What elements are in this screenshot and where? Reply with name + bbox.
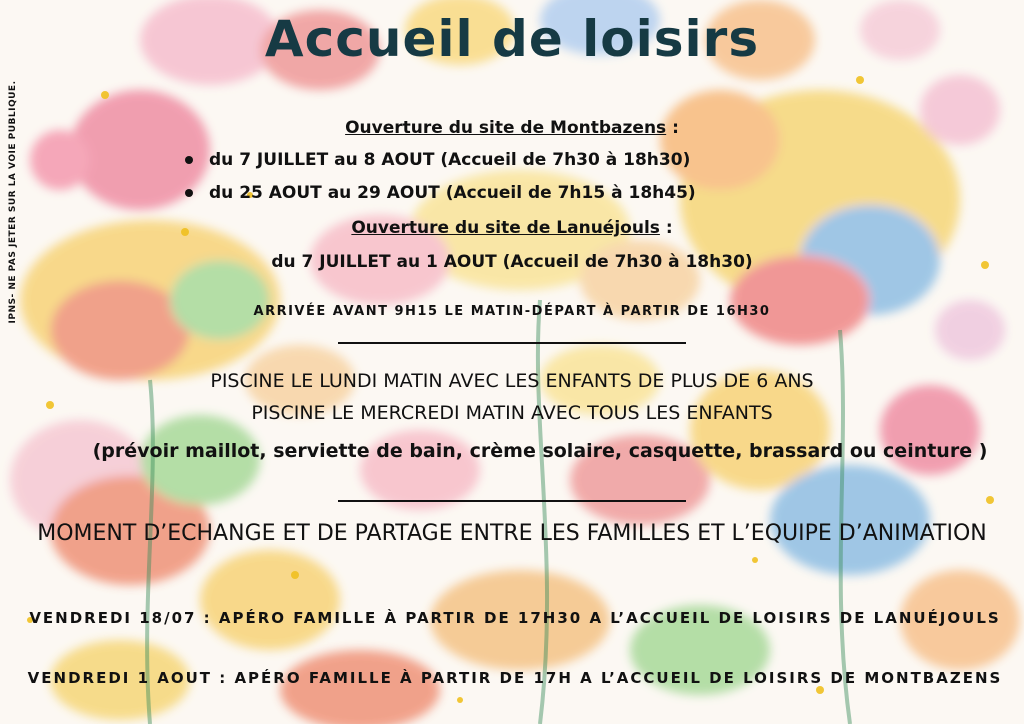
lanuejouls-heading: [0, 218, 1024, 238]
vendredi-1-aout-event: VENDREDI 1 AOUT : APÉRO FAMILLE À PARTIR DE 17H A L’ACCUEIL DE LOISIRS DE MONTBAZENS: [27, 669, 1003, 687]
montbazens-heading-suffix: :: [666, 118, 679, 138]
montbazens-heading: [0, 118, 1024, 138]
side-notice-text: IPNS- NE PAS JETER SUR LA VOIE PUBLIQUE.: [8, 80, 18, 324]
arrival-departure-times: ARRIVÉE AVANT 9H15 LE MATIN-DÉPART À PARTIR DE 16H30: [253, 304, 771, 319]
montbazens-date-2: [185, 183, 696, 203]
piscine-equipment-note: (prévoir maillot, serviette de bain, crème solaire, casquette, brassard ou ceinture ): [92, 440, 988, 462]
lanuejouls-heading-suffix: :: [659, 218, 673, 238]
divider-line: [338, 500, 686, 502]
montbazens-date-1: [185, 150, 690, 170]
montbazens-date-1-text: du 7 JUILLET au 8 AOUT (Accueil de 7h30 à 18h30): [209, 150, 691, 170]
montbazens-date-2-text: du 25 AOUT au 29 AOUT (Accueil de 7h15 à 18h45): [209, 183, 696, 203]
piscine-monday: PISCINE LE LUNDI MATIN AVEC LES ENFANTS DE PLUS DE 6 ANS: [210, 370, 814, 392]
bullet-icon: [185, 189, 193, 197]
lanuejouls-dates: du 7 JUILLET au 1 AOUT (Accueil de 7h30 à 18h30): [271, 252, 753, 272]
side-notice: [6, 72, 20, 332]
montbazens-heading-text: Ouverture du site de Montbazens: [345, 118, 667, 138]
page-title: Accueil de loisirs: [264, 10, 760, 68]
lanuejouls-heading-text: Ouverture du site de Lanuéjouls: [351, 218, 660, 238]
bullet-icon: [185, 156, 193, 164]
divider-line: [338, 342, 686, 344]
piscine-wednesday: PISCINE LE MERCREDI MATIN AVEC TOUS LES ENFANTS: [251, 402, 773, 424]
vendredi-18-07-event: VENDREDI 18/07 : APÉRO FAMILLE À PARTIR DE 17H30 A L’ACCUEIL DE LOISIRS DE LANUÉJOULS: [29, 609, 1001, 627]
family-moment-heading: MOMENT D’ECHANGE ET DE PARTAGE ENTRE LES FAMILLES ET L’EQUIPE D’ANIMATION: [37, 521, 987, 546]
